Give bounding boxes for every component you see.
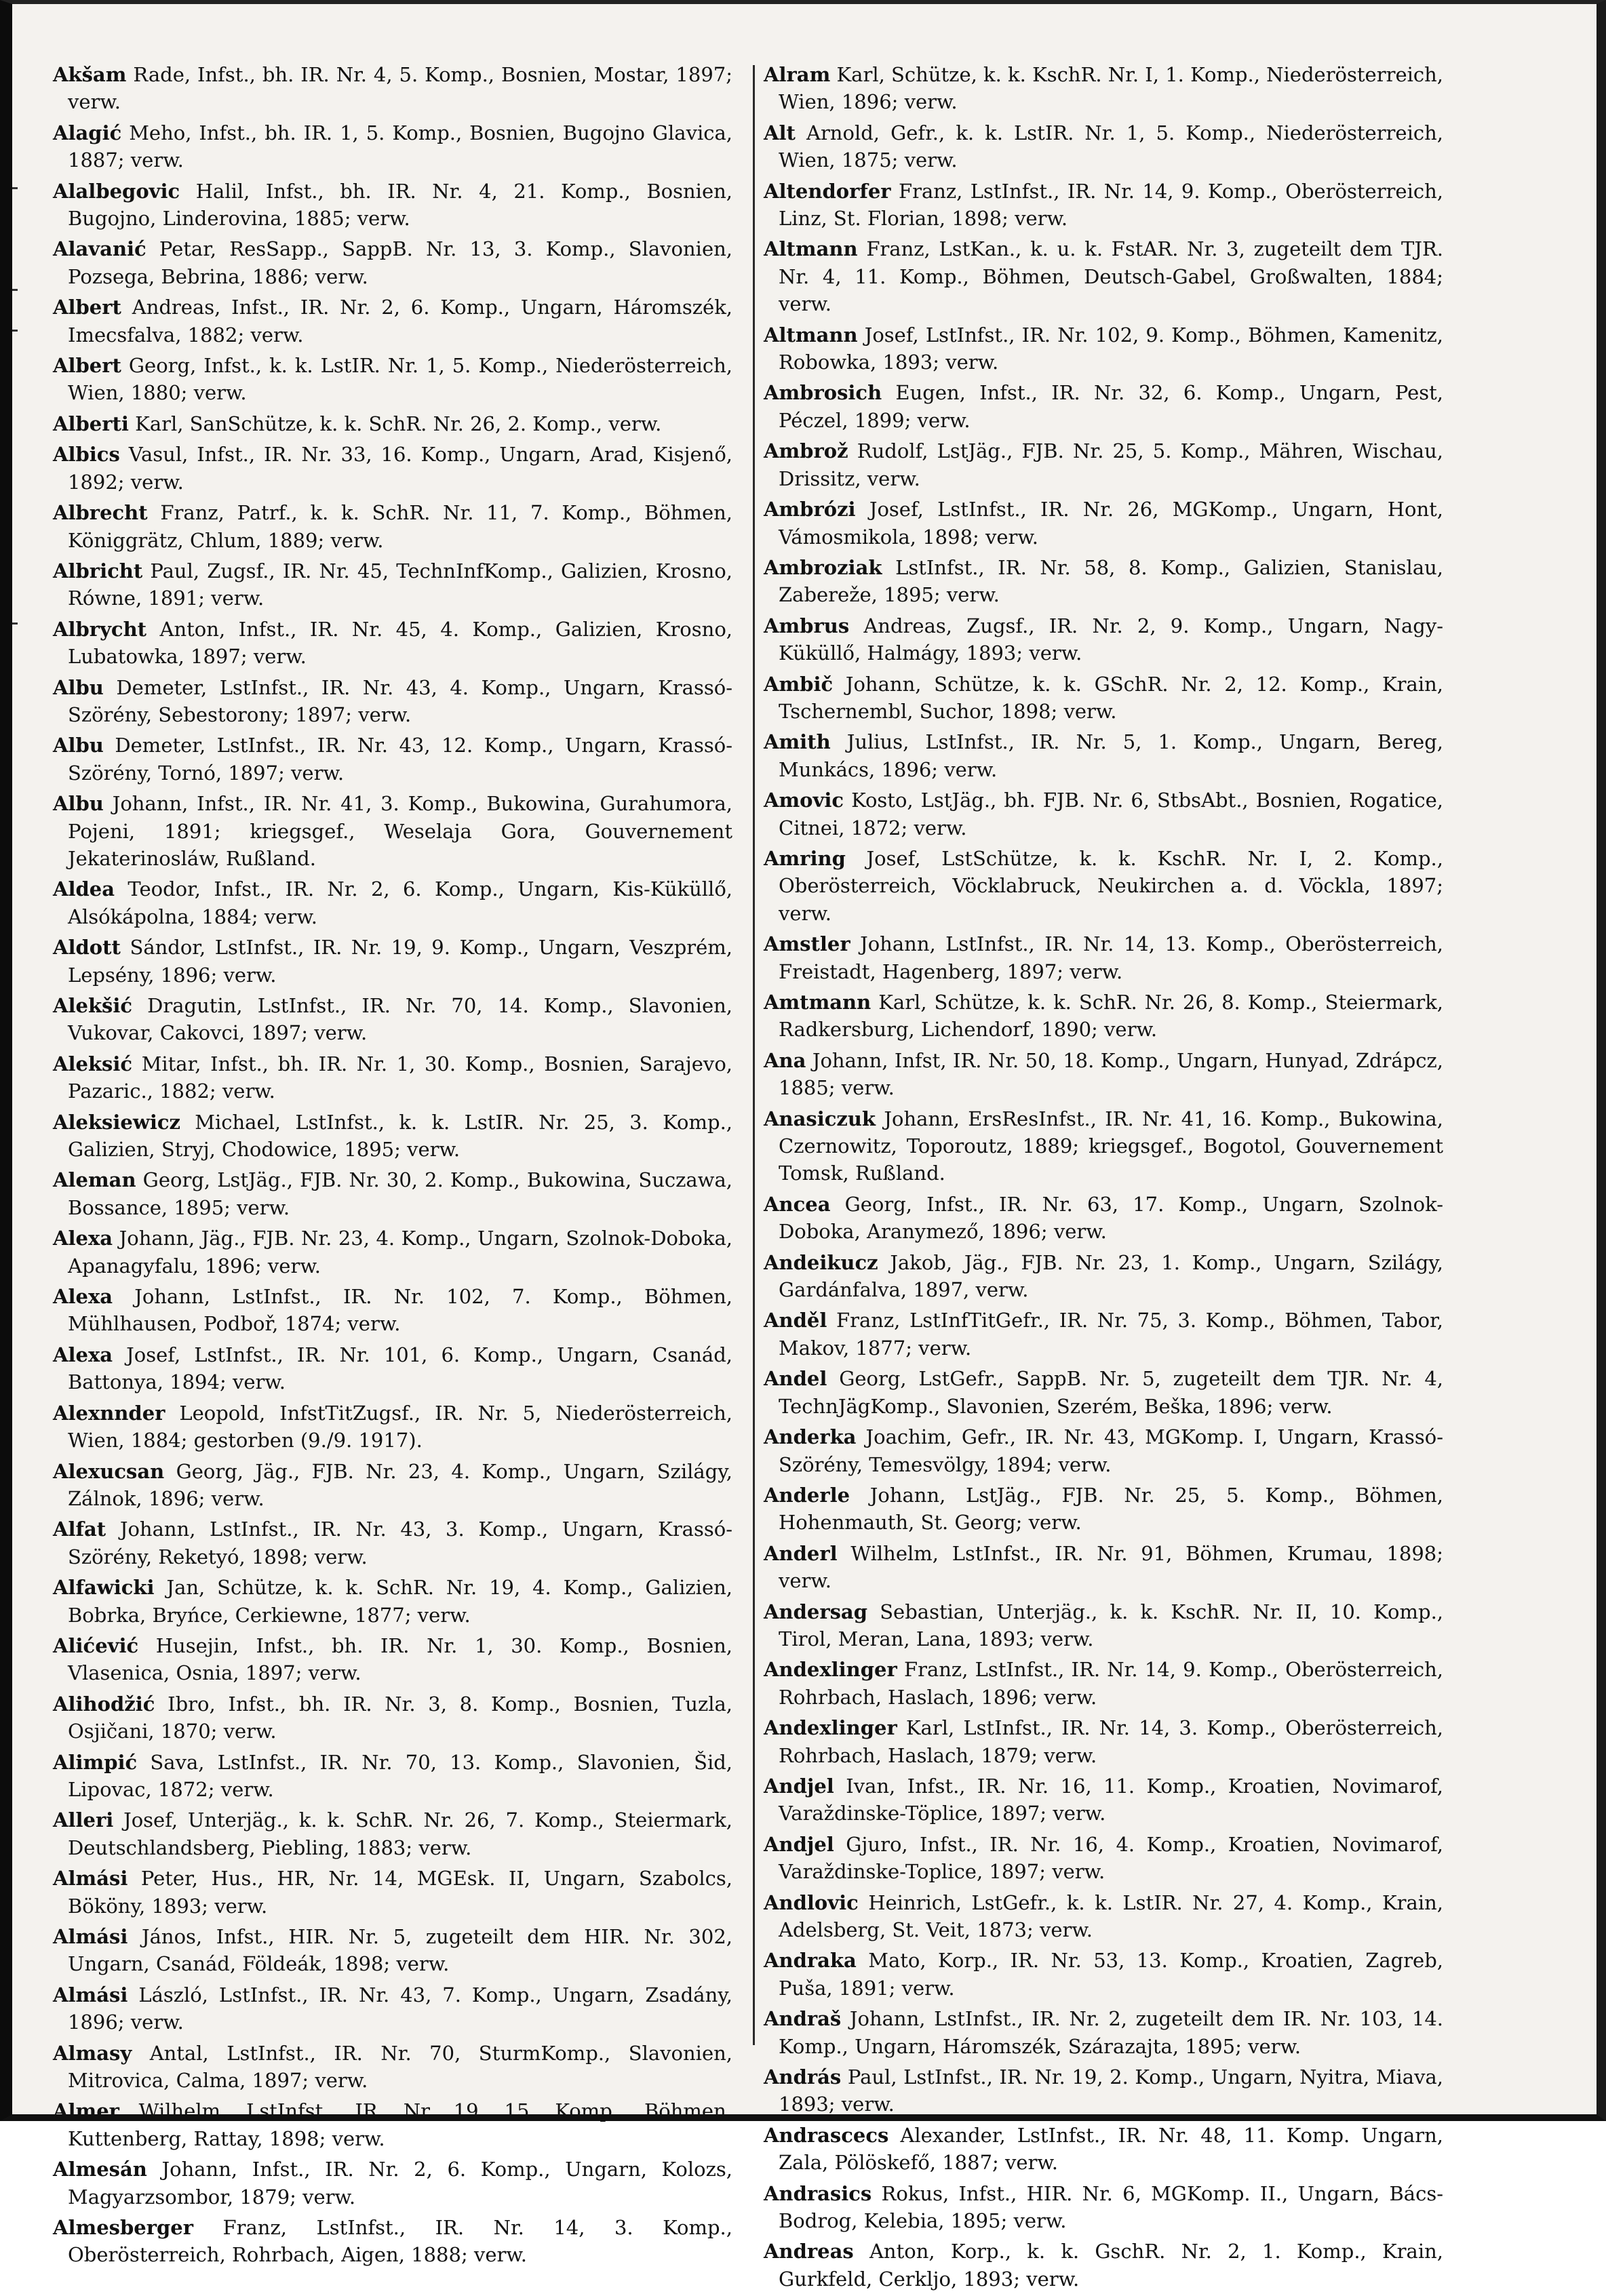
entry-surname: Altmann — [764, 323, 858, 347]
register-entry — [53, 352, 732, 407]
entry-details: Dragutin, LstInfst., IR. Nr. 70, 14. Komp., Slavonien, Vukovar, Cakovci, 1897; verw. — [68, 994, 733, 1045]
entry-details: Johann, LstJäg., FJB. Nr. 25, 5. Komp., Böhmen, Hohenmauth, St. Georg; verw. — [779, 1483, 1444, 1535]
entry-details: Franz, LstInfst., IR. Nr. 14, 3. Komp., Oberösterreich, Rohrbach, Aigen, 1888; verw. — [68, 2216, 732, 2267]
entry-surname: Andraš — [764, 2007, 842, 2031]
register-entry — [53, 1283, 732, 1338]
register-entry — [764, 1105, 1443, 1187]
entry-details: Julius, LstInfst., IR. Nr. 5, 1. Komp., Ungarn, Bereg, Munkács, 1896; verw. — [779, 730, 1444, 781]
entry-surname: Alberti — [53, 412, 129, 435]
entry-surname: Alexa — [53, 1343, 113, 1366]
entry-details: Johann, Infst, IR. Nr. 50, 18. Komp., Ungarn, Hunyad, Zdrápcz, 1885; verw. — [779, 1048, 1443, 1100]
entry-surname: Amring — [764, 846, 846, 870]
entry-surname: Alexa — [53, 1285, 113, 1309]
entry-details: Wilhelm, LstInfst., IR. Nr. 19, 15. Komp., Böhmen, Kuttenberg, Rattay, 1898; verw. — [68, 2099, 732, 2150]
entry-details: Josef, LstInfst., IR. Nr. 101, 6. Komp., Ungarn, Csanád, Battonya, 1894; verw. — [68, 1343, 732, 1394]
register-entry — [53, 2214, 732, 2269]
entry-details: Husejin, Infst., bh. IR. Nr. 1, 30. Komp., Bosnien, Vlasenica, Osnia, 1897; verw. — [68, 1634, 733, 1685]
entry-surname: Anasiczuk — [764, 1107, 876, 1130]
entry-details: Alexander, LstInfst., IR. Nr. 48, 11. Komp. Ungarn, Zala, Pölöskefő, 1887; verw. — [779, 2123, 1444, 2175]
entry-details: Halil, Infst., bh. IR. Nr. 4, 21. Komp., Bosnien, Bugojno, Linderovina, 1885; verw. — [68, 179, 733, 231]
entry-details: Johann, Infst., IR. Nr. 41, 3. Komp., Bukowina, Gurahumora, Pojeni, 1891; kriegsgef., Weselaja Gora, Gouvernement Jekaterinosláw, Rußland. — [68, 792, 733, 870]
register-entry — [53, 1458, 732, 1513]
entry-details: Sebastian, Unterjäg., k. k. KschR. Nr. II, 10. Komp., Tirol, Meran, Lana, 1893; verw. — [779, 1600, 1444, 1650]
register-entry — [53, 1341, 732, 1396]
entry-details: Mato, Korp., IR. Nr. 53, 13. Komp., Kroatien, Zagreb, Puša, 1891; verw. — [779, 1949, 1443, 2000]
register-entry — [764, 1423, 1443, 1478]
entry-surname: Almasy — [53, 2041, 132, 2065]
entry-details: Johann, LstInfst., IR. Nr. 2, zugeteilt dem IR. Nr. 103, 14. Komp., Ungarn, Háromszék, Szárazajta, 1895; verw. — [779, 2007, 1443, 2058]
register-entry — [53, 1516, 732, 1570]
register-entry — [53, 790, 732, 872]
register-entry — [53, 992, 732, 1047]
entry-surname: Andrascecs — [764, 2123, 889, 2147]
entry-surname: Aleman — [53, 1168, 136, 1192]
entry-details: Jan, Schütze, k. k. SchR. Nr. 19, 4. Komp., Galizien, Bobrka, Bryńce, Cerkiewne, 1877; verw. — [68, 1576, 733, 1627]
entry-details: Paul, LstInfst., IR. Nr. 19, 2. Komp., Ungarn, Nyitra, Miava, 1893; verw. — [779, 2065, 1443, 2116]
entry-details: Ibro, Infst., bh. IR. Nr. 3, 8. Komp., Bosnien, Tuzla, Osjičani, 1870; verw. — [68, 1692, 733, 1743]
register-entry — [764, 554, 1443, 609]
register-entry — [53, 1574, 732, 1629]
entry-details: Demeter, LstInfst., IR. Nr. 43, 4. Komp., Ungarn, Krassó-Szörény, Sebestorony; 1897; verw. — [68, 675, 732, 726]
register-entry — [764, 1482, 1443, 1537]
entry-surname: Alagić — [53, 121, 122, 144]
entry-details: Leopold, InfstTitZugsf., IR. Nr. 5, Niederösterreich, Wien, 1884; gestorben (9./9. 1917). — [68, 1401, 732, 1452]
register-entry — [53, 499, 732, 554]
register-entry — [764, 321, 1443, 376]
entry-surname: Ana — [764, 1048, 806, 1072]
register-entry — [53, 178, 732, 233]
register-entry — [53, 1806, 732, 1861]
entry-details: Mitar, Infst., bh. IR. Nr. 1, 30. Komp., Bosnien, Sarajevo, Pazaric., 1882; verw. — [68, 1052, 732, 1103]
register-entry — [764, 61, 1443, 116]
entry-surname: Alexa — [53, 1227, 113, 1250]
register-entry — [764, 235, 1443, 317]
entry-surname: Alekšić — [53, 994, 133, 1017]
entry-details: Georg, Infst., k. k. LstIR. Nr. 1, 5. Komp., Niederösterreich, Wien, 1880; verw. — [68, 354, 733, 405]
entry-details: Johann, Jäg., FJB. Nr. 23, 4. Komp., Ungarn, Szolnok-Doboka, Apanagyfalu, 1896; verw. — [68, 1227, 733, 1278]
entry-details: Josef, LstInfst., IR. Nr. 26, MGKomp., Ungarn, Hont, Vámosmikola, 1898; verw. — [779, 498, 1443, 549]
entry-surname: Almási — [53, 1867, 128, 1891]
entry-details: Sava, LstInfst., IR. Nr. 70, 13. Komp., Slavonien, Šid, Lipovac, 1872; verw. — [68, 1750, 733, 1801]
entry-details: Arnold, Gefr., k. k. LstIR. Nr. 1, 5. Komp., Niederösterreich, Wien, 1875; verw. — [779, 121, 1443, 172]
register-entry — [764, 612, 1443, 667]
register-entry — [764, 1307, 1443, 1362]
register-entry — [53, 441, 732, 496]
entry-details: Rudolf, LstJäg., FJB. Nr. 25, 5. Komp., Mähren, Wischau, Drissitz, verw. — [779, 439, 1443, 490]
entry-details: Peter, Hus., HR, Nr. 14, MGEsk. II, Ungarn, Szabolcs, Bököny, 1893; verw. — [68, 1867, 732, 1918]
entry-details: Kosto, LstJäg., bh. FJB. Nr. 6, StbsAbt., Bosnien, Rogatice, Citnei, 1872; verw. — [779, 789, 1443, 839]
entry-details: Meho, Infst., bh. IR. 1, 5. Komp., Bosnien, Bugojno Glavica, 1887; verw. — [68, 121, 733, 172]
entry-surname: Andreas — [764, 2240, 854, 2263]
entry-surname: Anderle — [764, 1483, 850, 1507]
entry-surname: Akšam — [53, 63, 127, 86]
entry-surname: Alalbegovic — [53, 179, 180, 203]
entry-surname: Aldott — [53, 936, 121, 959]
entry-surname: Amstler — [764, 932, 850, 956]
register-entry — [53, 557, 732, 612]
entry-surname: Alexucsan — [53, 1459, 165, 1483]
register-entry — [764, 989, 1443, 1044]
register-entry — [764, 496, 1443, 551]
entry-surname: Andjel — [764, 1832, 834, 1856]
register-entry — [53, 61, 732, 116]
entry-surname: Anderl — [764, 1541, 838, 1565]
register-entry — [53, 934, 732, 989]
entry-surname: Ambroziak — [764, 555, 882, 579]
entry-details: Michael, LstInfst., k. k. LstIR. Nr. 25, 3. Komp., Galizien, Stryj, Chodowice, 1895; verw. — [68, 1110, 733, 1162]
entry-details: Andreas, Infst., IR. Nr. 2, 6. Komp., Ungarn, Háromszék, Imecsfalva, 1882; verw. — [68, 296, 733, 347]
entry-surname: Albics — [53, 443, 120, 467]
register-entry — [764, 2238, 1443, 2293]
entry-surname: Amtmann — [764, 991, 871, 1014]
register-entry — [53, 1690, 732, 1745]
entry-surname: Albu — [53, 734, 104, 757]
register-entry — [764, 1889, 1443, 1944]
entry-details: Vasul, Infst., IR. Nr. 33, 16. Komp., Ungarn, Arad, Kisjenő, 1892; verw. — [68, 443, 733, 494]
entry-details: Teodor, Infst., IR. Nr. 2, 6. Komp., Ungarn, Kis-Küküllő, Alsókápolna, 1884; verw. — [68, 877, 733, 928]
entry-details: Joachim, Gefr., IR. Nr. 43, MGKomp. I, Ungarn, Krassó-Szörény, Temesvölgy, 1894; verw. — [779, 1425, 1443, 1476]
entry-details: Ivan, Infst., IR. Nr. 16, 11. Komp., Kroatien, Novimarof, Varaždinske-Töplice, 1897; verw. — [779, 1774, 1443, 1825]
entry-details: Franz, LstInfst., IR. Nr. 14, 9. Komp., Oberösterreich, Linz, St. Florian, 1898; verw. — [779, 179, 1443, 231]
entry-surname: Ambrož — [764, 439, 848, 463]
entry-details: Franz, LstInfTitGefr., IR. Nr. 75, 3. Komp., Böhmen, Tabor, Makov, 1877; verw. — [779, 1309, 1443, 1360]
entry-surname: Altendorfer — [764, 179, 891, 203]
entry-surname: Andrasics — [764, 2181, 872, 2205]
entry-surname: Albu — [53, 792, 104, 816]
entry-details: Rade, Infst., bh. IR. Nr. 4, 5. Komp., Bosnien, Mostar, 1897; verw. — [68, 63, 732, 114]
register-entry — [764, 1191, 1443, 1246]
entry-details: Rokus, Infst., HIR. Nr. 6, MGKomp. II., Ungarn, Bács-Bodrog, Kelebia, 1895; verw. — [779, 2181, 1444, 2233]
register-entry — [53, 235, 732, 290]
entry-surname: Albert — [53, 296, 121, 319]
entry-surname: Alavanić — [53, 237, 146, 261]
entry-surname: Almesberger — [53, 2216, 193, 2240]
entry-surname: Andexlinger — [764, 1716, 897, 1740]
register-entry — [764, 437, 1443, 492]
entry-surname: Andersag — [764, 1600, 867, 1623]
entry-details: Johann, LstInfst., IR. Nr. 14, 13. Komp., Oberösterreich, Freistadt, Hagenberg, 1897; verw. — [779, 932, 1443, 983]
entry-surname: Andlovic — [764, 1891, 859, 1914]
entry-surname: Andexlinger — [764, 1658, 897, 1682]
register-entry — [53, 1166, 732, 1221]
register-entry — [764, 1249, 1443, 1304]
binding-edge — [12, 4, 20, 2114]
register-entry — [53, 2040, 732, 2095]
register-entry — [764, 178, 1443, 233]
register-entry — [764, 1365, 1443, 1420]
entry-details: Johann, Schütze, k. k. GSchR. Nr. 2, 12. Komp., Krain, Tschernembl, Suchor, 1898; verw. — [779, 672, 1444, 723]
entry-details: Karl, LstInfst., IR. Nr. 14, 3. Komp., Oberösterreich, Rohrbach, Haslach, 1879; verw. — [779, 1716, 1443, 1767]
register-entry — [53, 1981, 732, 2036]
entry-details: Georg, Infst., IR. Nr. 63, 17. Komp., Ungarn, Szolnok-Doboka, Aranymező, 1896; verw. — [779, 1192, 1443, 1244]
entry-surname: Alram — [764, 63, 831, 86]
register-entry — [53, 1632, 732, 1687]
entry-details: Karl, SanSchütze, k. k. SchR. Nr. 26, 2. Komp., verw. — [135, 412, 662, 435]
register-entry — [53, 1400, 732, 1454]
entry-surname: Aldea — [53, 877, 115, 901]
left-column — [53, 61, 732, 2272]
register-entry — [764, 2005, 1443, 2060]
register-entry — [764, 1831, 1443, 1886]
entry-details: Demeter, LstInfst., IR. Nr. 43, 12. Komp., Ungarn, Krassó-Szörény, Tornó, 1897; verw. — [68, 734, 732, 785]
entry-surname: Andeikucz — [764, 1250, 878, 1274]
entry-surname: Andel — [764, 1367, 827, 1391]
register-entry — [53, 875, 732, 930]
entry-surname: Albrycht — [53, 617, 147, 641]
entry-details: Georg, LstJäg., FJB. Nr. 30, 2. Komp., Bukowina, Suczawa, Bossance, 1895; verw. — [68, 1168, 733, 1219]
register-entry — [53, 294, 732, 349]
register-entry — [764, 671, 1443, 726]
entry-surname: Alt — [764, 121, 796, 144]
entry-details: Antal, LstInfst., IR. Nr. 70, SturmKomp., Slavonien, Mitrovica, Calma, 1897; verw. — [68, 2041, 733, 2093]
register-entry — [53, 2156, 732, 2211]
entry-details: Karl, Schütze, k. k. KschR. Nr. I, 1. Komp., Niederösterreich, Wien, 1896; verw. — [779, 63, 1444, 114]
entry-details: Petar, ResSapp., SappB. Nr. 13, 3. Komp., Slavonien, Pozsega, Bebrina, 1886; verw. — [68, 237, 732, 288]
register-entry — [764, 379, 1443, 434]
register-entry — [764, 119, 1443, 174]
register-entry — [53, 119, 732, 174]
entry-details: Georg, LstGefr., SappB. Nr. 5, zugeteilt dem TJR. Nr. 4, TechnJägKomp., Slavonien, Szerém, Beška, 1896; verw. — [779, 1367, 1444, 1418]
entry-surname: Alićević — [53, 1634, 139, 1657]
entry-surname: Ambrus — [764, 614, 850, 637]
entry-details: Johann, Infst., IR. Nr. 2, 6. Komp., Ungarn, Kolozs, Magyarzsombor, 1879; verw. — [68, 2158, 732, 2209]
entry-details: Andreas, Zugsf., IR. Nr. 2, 9. Komp., Ungarn, Nagy-Küküllő, Halmágy, 1893; verw. — [779, 614, 1444, 665]
entry-details: Sándor, LstInfst., IR. Nr. 19, 9. Komp., Ungarn, Veszprém, Lepsény, 1896; verw. — [68, 936, 732, 987]
entry-details: Josef, LstSchütze, k. k. KschR. Nr. I, 2. Komp., Oberösterreich, Vöcklabruck, Neukirchen a. d. Vöckla, 1897; verw. — [779, 846, 1443, 925]
right-column — [764, 61, 1443, 2296]
entry-surname: Ambrosich — [764, 381, 882, 405]
register-entry — [764, 2122, 1443, 2177]
entry-surname: Altmann — [764, 237, 858, 261]
register-entry — [53, 674, 732, 729]
entry-details: Franz, LstKan., k. u. k. FstAR. Nr. 3, zugeteilt dem TJR. Nr. 4, 11. Komp., Böhmen, Deutsch-Gabel, Großwalten, 1884; verw. — [779, 237, 1444, 316]
register-entry — [53, 1749, 732, 1804]
entry-details: Wilhelm, LstInfst., IR. Nr. 91, Böhmen, Krumau, 1898; verw. — [779, 1541, 1443, 1593]
column-divider — [753, 65, 755, 2045]
entry-surname: Andjel — [764, 1774, 834, 1798]
entry-details: László, LstInfst., IR. Nr. 43, 7. Komp., Ungarn, Zsadány, 1896; verw. — [68, 1983, 732, 2034]
entry-surname: Ancea — [764, 1192, 831, 1216]
entry-details: LstInfst., IR. Nr. 58, 8. Komp., Galizien, Stanislau, Zabereže, 1895; verw. — [779, 555, 1444, 607]
register-entry — [764, 1598, 1443, 1653]
entry-details: Eugen, Infst., IR. Nr. 32, 6. Komp., Ungarn, Pest, Péczel, 1899; verw. — [779, 381, 1443, 432]
entry-details: Johann, ErsResInfst., IR. Nr. 41, 16. Komp., Bukowina, Czernowitz, Toporoutz, 1889; kriegsgef., Bogotol, Gouvernement Tomsk, Rußland. — [779, 1107, 1444, 1185]
entry-details: Anton, Korp., k. k. GschR. Nr. 2, 1. Komp., Krain, Gurkfeld, Cerkljo, 1893; verw. — [779, 2240, 1443, 2291]
register-entry — [764, 1947, 1443, 2002]
entry-details: Karl, Schütze, k. k. SchR. Nr. 26, 8. Komp., Steiermark, Radkersburg, Lichendorf, 1890; verw. — [779, 991, 1443, 1042]
register-entry — [764, 845, 1443, 927]
entry-surname: Ambrózi — [764, 498, 856, 521]
register-entry — [764, 1656, 1443, 1711]
entry-surname: Albricht — [53, 559, 143, 582]
entry-surname: Alexnnder — [53, 1401, 165, 1425]
entry-surname: Almesán — [53, 2158, 147, 2181]
register-entry — [53, 1050, 732, 1105]
register-entry — [764, 2063, 1443, 2118]
entry-details: János, Infst., HIR. Nr. 5, zugeteilt dem HIR. Nr. 302, Ungarn, Csanád, Földeák, 1898; verw. — [68, 1925, 732, 1976]
entry-surname: Albert — [53, 354, 121, 378]
entry-surname: Almer — [53, 2099, 119, 2123]
entry-details: Paul, Zugsf., IR. Nr. 45, TechnInfKomp., Galizien, Krosno, Równe, 1891; verw. — [68, 559, 732, 610]
entry-details: Franz, LstInfst., IR. Nr. 14, 9. Komp., Oberösterreich, Rohrbach, Haslach, 1896; verw. — [779, 1658, 1444, 1709]
entry-details: Jakob, Jäg., FJB. Nr. 23, 1. Komp., Ungarn, Szilágy, Gardánfalva, 1897, verw. — [779, 1250, 1444, 1302]
entry-surname: Alfat — [53, 1518, 106, 1541]
entry-details: Josef, Unterjäg., k. k. SchR. Nr. 26, 7. Komp., Steiermark, Deutschlandsberg, Piebling, 1883; verw. — [68, 1808, 733, 1859]
register-entry — [764, 1714, 1443, 1769]
register-entry — [53, 1923, 732, 1978]
entry-surname: Anděl — [764, 1309, 827, 1332]
entry-details: Heinrich, LstGefr., k. k. LstIR. Nr. 27, 4. Komp., Krain, Adelsberg, St. Veit, 1873; verw. — [779, 1891, 1443, 1941]
entry-details: Johann, LstInfst., IR. Nr. 102, 7. Komp., Böhmen, Mühlhausen, Podboř, 1874; verw. — [68, 1285, 733, 1336]
entry-surname: Ambič — [764, 672, 834, 696]
entry-surname: Alfawicki — [53, 1576, 155, 1600]
register-entry — [764, 728, 1443, 783]
register-entry — [53, 616, 732, 671]
entry-surname: Amith — [764, 730, 831, 754]
entry-surname: Alleri — [53, 1808, 114, 1832]
register-entry — [764, 1047, 1443, 1102]
entry-details: Franz, Patrf., k. k. SchR. Nr. 11, 7. Komp., Böhmen, Königgrätz, Chlum, 1889; verw. — [68, 501, 732, 552]
entry-surname: Aleksiewicz — [53, 1110, 180, 1134]
entry-surname: Amovic — [764, 789, 844, 812]
register-entry — [764, 930, 1443, 985]
register-entry — [53, 1109, 732, 1164]
entry-details: Gjuro, Infst., IR. Nr. 16, 4. Komp., Kroatien, Novimarof, Varaždinske-Toplice, 1897; verw. — [779, 1832, 1443, 1884]
register-entry — [764, 787, 1443, 842]
register-entry — [53, 1865, 732, 1920]
entry-details: Josef, LstInfst., IR. Nr. 102, 9. Komp., Böhmen, Kamenitz, Robowka, 1893; verw. — [779, 323, 1444, 374]
register-entry — [764, 2180, 1443, 2235]
entry-surname: Anderka — [764, 1425, 857, 1449]
register-entry — [53, 410, 732, 437]
entry-surname: Almási — [53, 1983, 128, 2006]
entry-surname: Andraka — [764, 1949, 857, 1973]
register-entry — [53, 1225, 732, 1280]
register-entry — [53, 2097, 732, 2152]
register-entry — [53, 732, 732, 787]
register-entry — [764, 1773, 1443, 1827]
entry-surname: Albrecht — [53, 501, 148, 525]
entry-surname: András — [764, 2065, 842, 2089]
entry-surname: Aleksić — [53, 1052, 133, 1075]
entry-surname: Alihodžić — [53, 1692, 155, 1716]
register-entry — [764, 1540, 1443, 1595]
entry-details: Johann, LstInfst., IR. Nr. 43, 3. Komp., Ungarn, Krassó-Szörény, Reketyó, 1898; verw. — [68, 1518, 732, 1568]
entry-surname: Alimpić — [53, 1750, 138, 1774]
entry-surname: Albu — [53, 675, 104, 699]
entry-surname: Almási — [53, 1925, 128, 1948]
entry-details: Georg, Jäg., FJB. Nr. 23, 4. Komp., Ungarn, Szilágy, Zálnok, 1896; verw. — [68, 1459, 732, 1510]
entry-details: Anton, Infst., IR. Nr. 45, 4. Komp., Galizien, Krosno, Lubatowka, 1897; verw. — [68, 617, 732, 669]
